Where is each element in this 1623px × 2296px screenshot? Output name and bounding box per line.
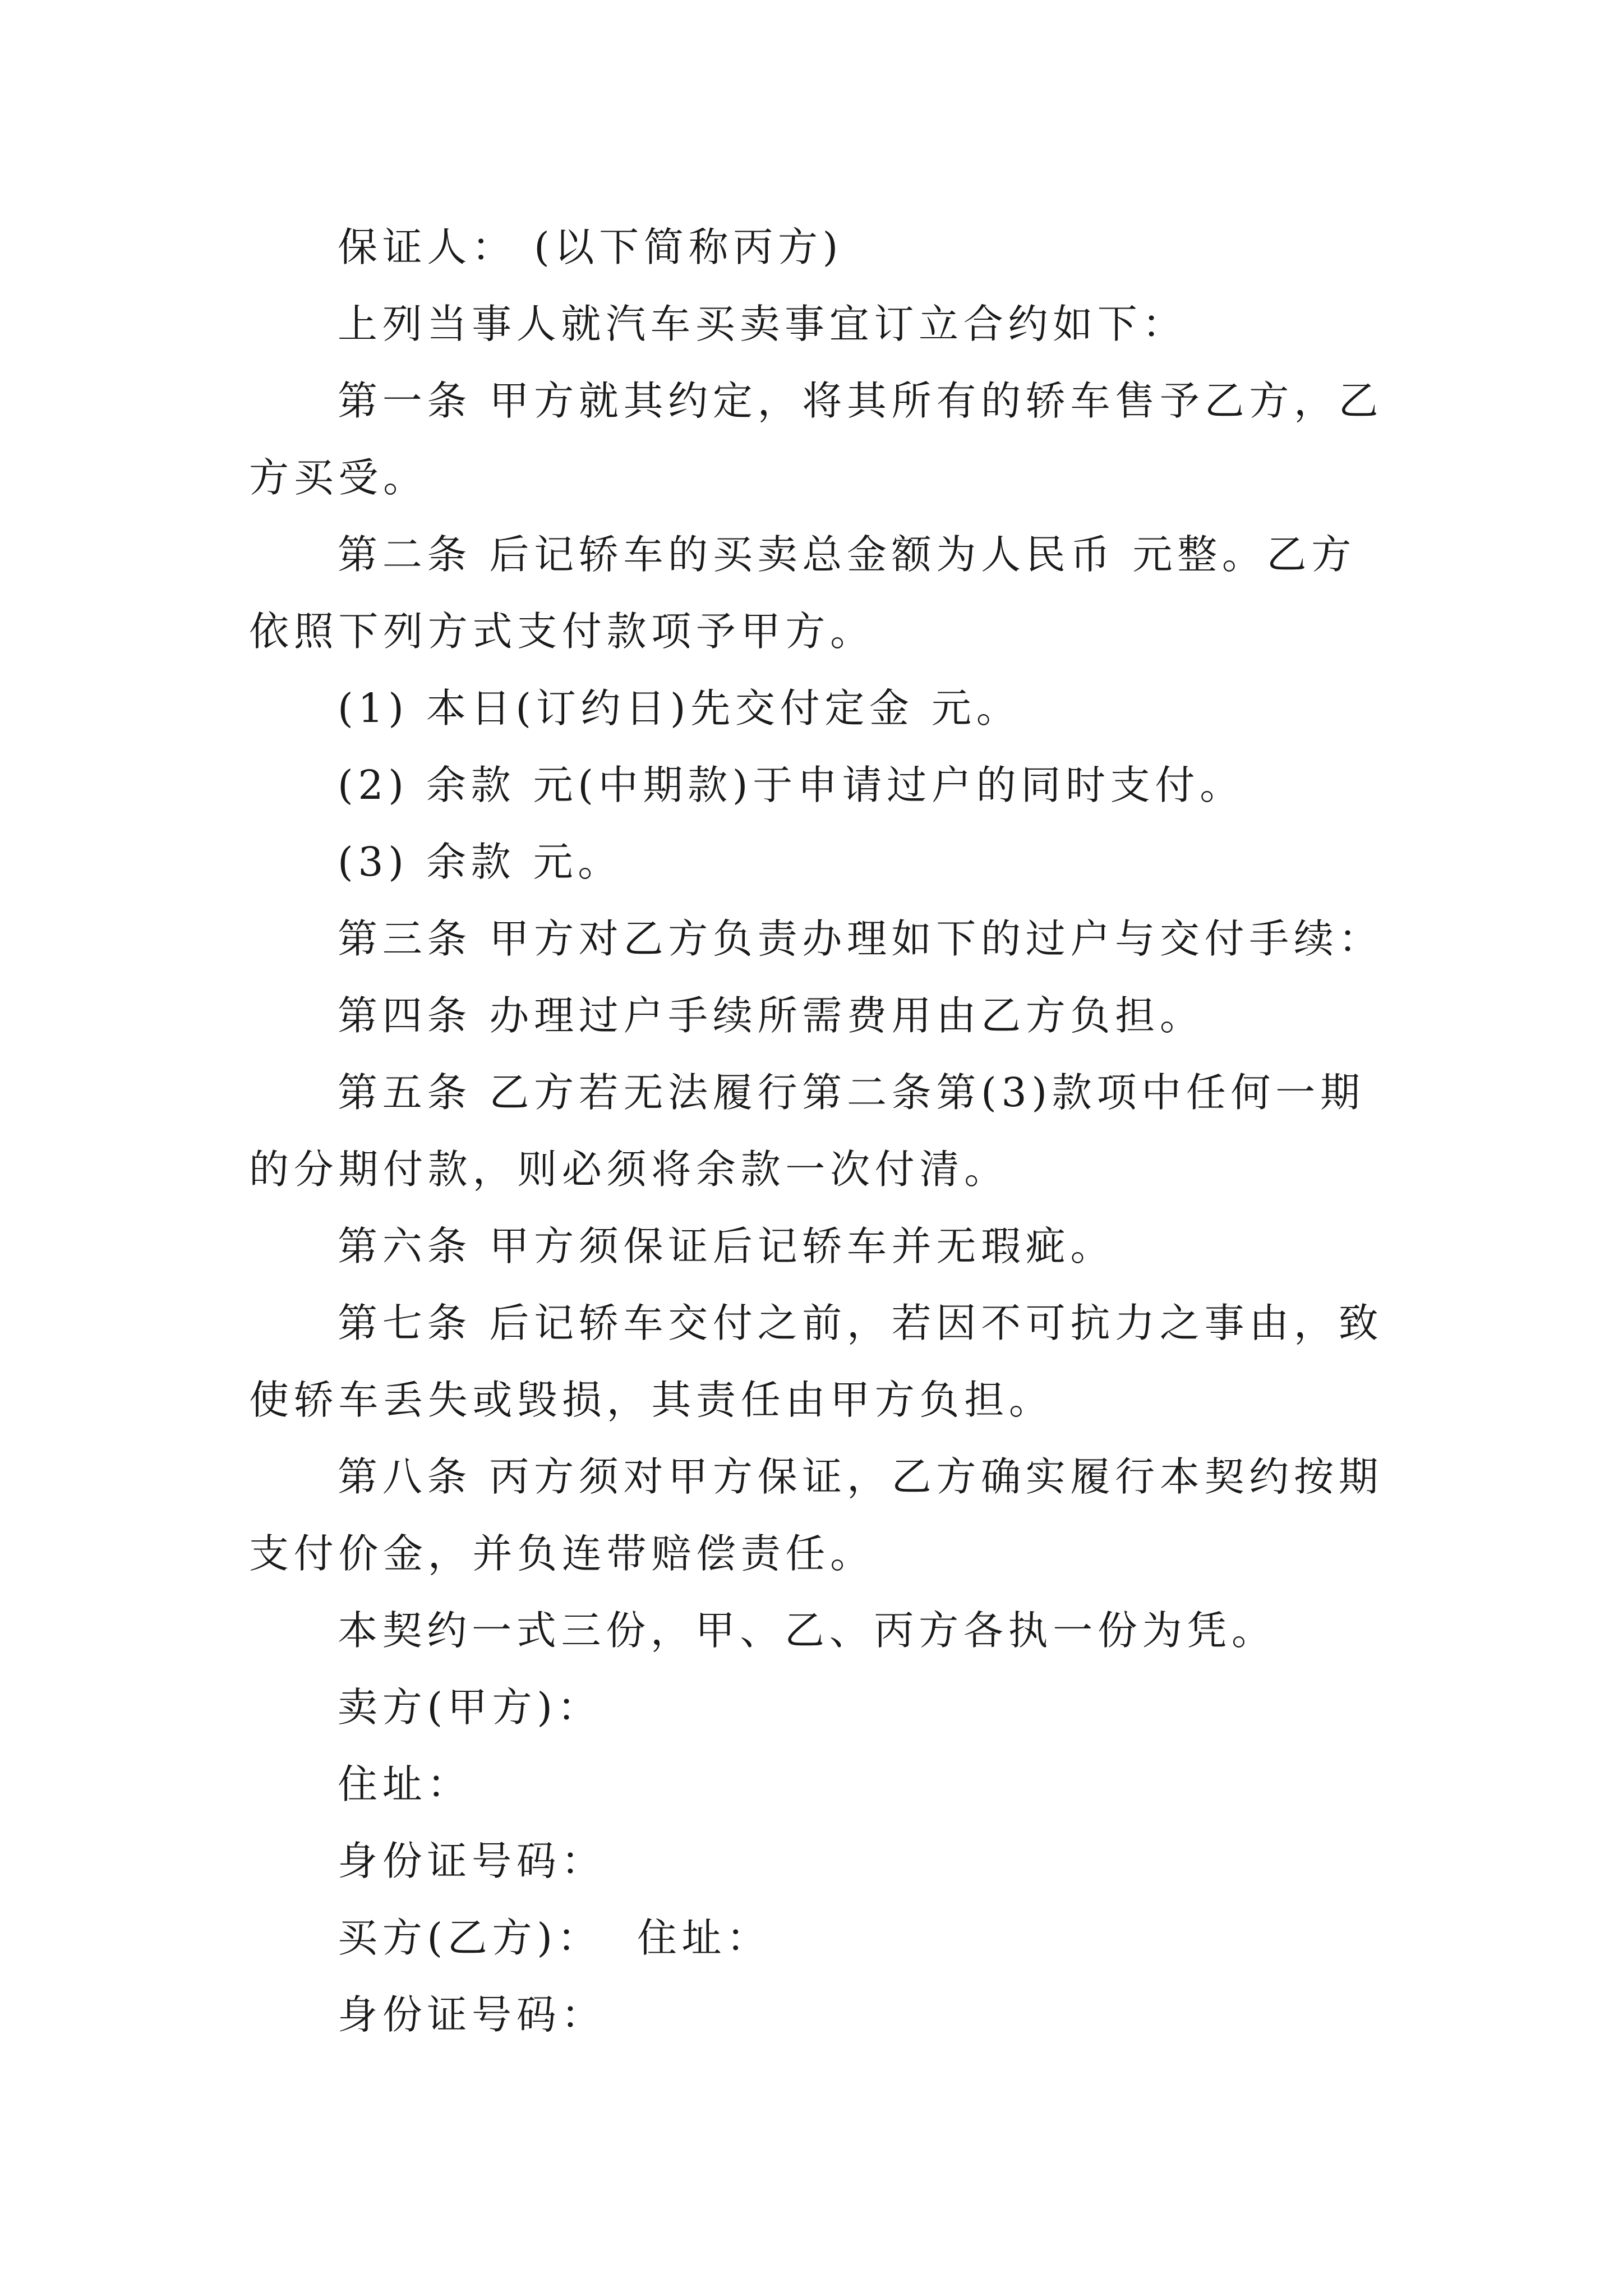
article-4: 第四条 办理过户手续所需费用由乙方负担。 bbox=[338, 992, 1205, 1039]
preamble: 上列当事人就汽车买卖事宜订立合约如下： bbox=[338, 301, 1187, 347]
payment-item-2: (2) 余款 元(中期款)于申请过户的同时支付。 bbox=[338, 762, 1244, 808]
copies-clause: 本契约一式三份，甲、乙、丙方各执一份为凭。 bbox=[338, 1607, 1276, 1654]
payment-item-1: (1) 本日(订约日)先交付定金 元。 bbox=[338, 685, 1021, 731]
seller-address-label: 住址： bbox=[338, 1761, 472, 1807]
article-1: 第一条 甲方就其约定，将其所有的轿车售予乙方，乙方买受。 bbox=[249, 378, 1384, 501]
article-5: 第五条 乙方若无法履行第二条第(3)款项中任何一期的分期付款，则必须将余款一次付清。 bbox=[249, 1069, 1365, 1193]
article-8: 第八条 丙方须对甲方保证，乙方确实履行本契约按期支付价金，并负连带赔偿责任。 bbox=[249, 1453, 1384, 1577]
document-body bbox=[249, 209, 1385, 2053]
article-6: 第六条 甲方须保证后记轿车并无瑕疵。 bbox=[338, 1223, 1115, 1269]
seller-id-label: 身份证号码： bbox=[338, 1838, 606, 1884]
seller-label: 卖方(甲方)： bbox=[338, 1684, 602, 1731]
guarantor-line: 保证人： (以下简称丙方) bbox=[338, 224, 843, 270]
article-2: 第二条 后记轿车的买卖总金额为人民币 元整。乙方依照下列方式支付款项予甲方。 bbox=[249, 531, 1356, 655]
buyer-label: 买方(乙方)： 住址： bbox=[338, 1915, 771, 1961]
article-3: 第三条 甲方对乙方负责办理如下的过户与交付手续： bbox=[338, 915, 1384, 962]
buyer-id-label: 身份证号码： bbox=[338, 1991, 606, 2038]
article-7: 第七条 后记轿车交付之前，若因不可抗力之事由，致使轿车丢失或毁损，其责任由甲方负担。 bbox=[249, 1300, 1384, 1423]
payment-item-3: (3) 余款 元。 bbox=[338, 839, 623, 885]
